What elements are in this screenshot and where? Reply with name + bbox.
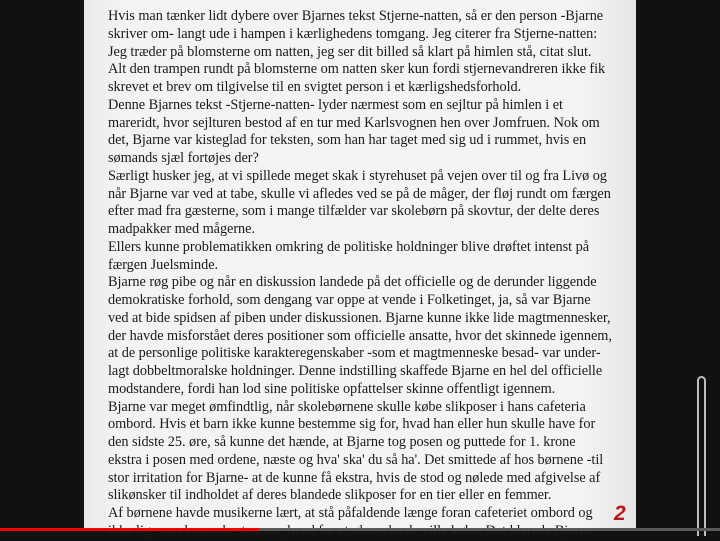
text-line: madpakker med mågerne. (108, 221, 255, 237)
document-page (84, 0, 636, 531)
text-line: ombord. Hvis et barn ikke kunne bestemme sig for, hvad han eller hun skulle have for (108, 416, 596, 433)
text-line: demokratiske forhold, som dengang var oppe at vende i Folketinget, ja, så var Bjarne (108, 292, 591, 308)
text-line: når Bjarne var ved at tabe, skulle vi afledes ved se på de måger, der fløj rundt om færgen (108, 185, 611, 202)
text-line: Bjarne røg pibe og når en diskussion landede på det officielle og de derunder liggende (108, 274, 597, 291)
text-line: lagt dobbeltmoralske holdninger. Denne indstilling skaffede Bjarne en hel del officielle (108, 363, 603, 379)
text-line: efter mad fra gæsterne, som i mange tilfælder var skolebørn på skovtur, der delte deres (108, 203, 600, 220)
text-line: Af børnene havde musikerne lært, at stå påfaldende længe foran cafeteriet ombord og (108, 505, 593, 521)
text-line: Bjarne var meget ømfindtlig, når skolebørnene skulle købe slikposer i hans cafeteria (108, 398, 586, 415)
text-line: modstandere, fordi han lod sine politiske opfattelser skinne offentligt igennem. (108, 380, 556, 397)
text-line (108, 523, 630, 541)
text-line: Ellers kunne problematikken omkring de politiske holdninger blive drøftet intenst på (108, 238, 589, 255)
text-line: sømands sjæl fortøjes der? (108, 150, 259, 166)
text-line: Hvis man tænker lidt dybere over Bjarnes tekst Stjerne-natten, så er den person -Bjarne (108, 8, 604, 24)
text-line: skrevet et brev om tilgivelse til en svigtet person i et kærligshedsforhold. (108, 79, 522, 95)
text-line: Jeg træder på blomsterne om natten, jeg ser dit billed så klart på himlen stå, citat slut. (108, 43, 592, 60)
text-line: der havde misforstået deres positioner som officielle ansatte, hvor det skinnede igennem, (108, 327, 612, 344)
text-line: den sidste 25. øre, så kunne det hænde, at Bjarne tog posen og puttede for 1. krone (108, 434, 576, 450)
text-line: at de personlige politiske karakteregenskaber -som et magtmenneske besad- var under- (108, 345, 601, 362)
text-line: slikønsker til indholdet af deres blandede slikposer for en tier eller en femmer. (108, 487, 552, 504)
scroll-handle-icon[interactable] (697, 376, 706, 536)
page-number: 2 (614, 502, 626, 525)
text-line: Alt den trampen rundt på blomsterne om natten sker kun fordi stjernevandreren ikke fik (108, 61, 606, 78)
text-line: Denne Bjarnes tekst -Stjerne-natten- lyder nærmest som en sejltur på himlen i et (108, 96, 563, 113)
text-line: det, Bjarne var kisteglad for teksten, som han har taget med sig ud i rummet, hvis en (108, 132, 587, 149)
text-line: stor irritation for Bjarne- at de kunne få ekstra, hvis de stod og nølede med afgivelse af (108, 469, 601, 486)
text-line: ekstra i posen med ordene, næste og hva' ska' du så ha'. Det smittede af hos børnene -til (108, 451, 604, 468)
text-line: skriver om- langt ude i hampen i kærlighedens tomgang. Jeg citerer fra Stjerne-natten: (108, 25, 598, 42)
text-line: færgen Juelsminde. (108, 256, 219, 273)
text-line: mareridt, hvor sejlturen bestod af en tur med Karlsvognen hen over Jomfruen. Nok om (108, 114, 600, 131)
document-text (108, 8, 630, 541)
text-line: ved at bide spidsen af piben under diskussionen. Bjarne kunne ikke lide magtmennesker, (108, 309, 611, 326)
text-line: Særligt husker jeg, at vi spillede meget skak i styrehuset på vejen over til og fra Livø og (108, 167, 607, 184)
